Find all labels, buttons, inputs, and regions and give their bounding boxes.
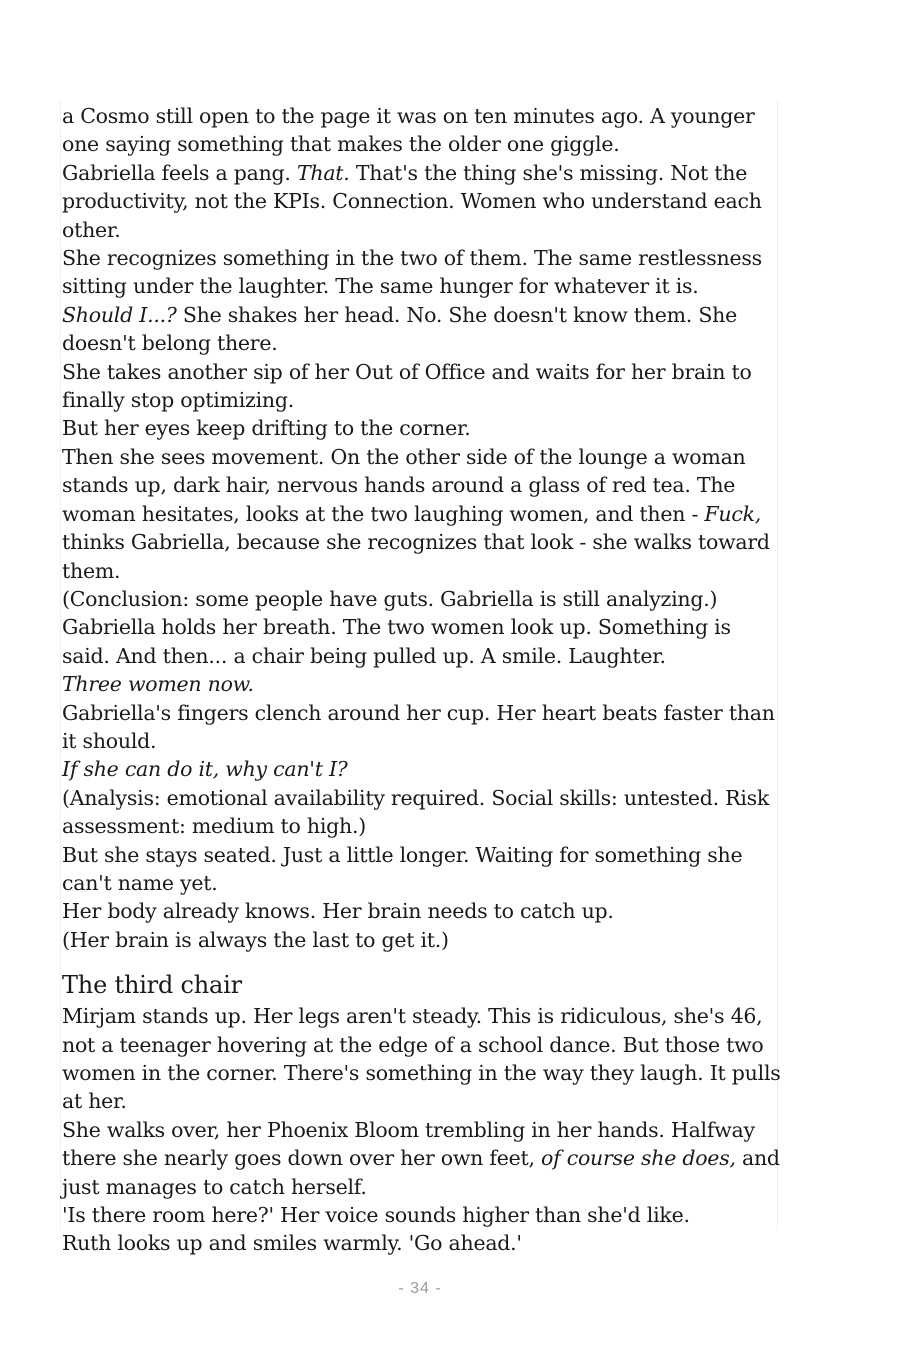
text-run: Gabriella's fingers clench around her cup. Her heart beats faster than it should. — [62, 700, 775, 753]
text-run: She shakes her head. No. She doesn't know them. She doesn't belong there. — [62, 302, 737, 356]
paragraph — [62, 102, 782, 159]
paragraph — [62, 1201, 782, 1229]
paragraph — [62, 443, 782, 585]
text-run: (Conclusion: some people have guts. Gabriella is still analyzing.) — [62, 586, 718, 611]
text-run: (Her brain is always the last to get it.) — [62, 927, 449, 952]
italic-text: That. — [296, 160, 350, 185]
section-heading: The third chair — [62, 971, 242, 1000]
paragraph — [62, 301, 782, 358]
text-run: Ruth looks up and smiles warmly. 'Go ahead.' — [62, 1231, 522, 1256]
text-run: thinks Gabriella, because she recognizes that look - she walks toward them. — [62, 530, 770, 583]
paragraph — [62, 613, 782, 670]
text-run: 'Is there room here?' Her voice sounds higher than she'd like. — [62, 1203, 690, 1228]
paragraph — [62, 670, 782, 698]
paragraph — [62, 1229, 782, 1257]
text-run: She recognizes something in the two of them. The same restlessness sitting under the laughter. The same hunger for whatever it is. — [62, 246, 762, 299]
paragraph — [62, 159, 782, 244]
text-run: (Analysis: emotional availability required. Social skills: untested. Risk assessment: medium to high.) — [62, 785, 770, 839]
paragraph — [62, 1002, 782, 1116]
text-run: Gabriella holds her breath. The two women look up. Something is said. And then... a chair being pulled up. A smile. Laughter. — [62, 615, 731, 668]
text-run: She takes another sip of her Out of Office and waits for her brain to finally stop optimizing. — [62, 359, 752, 413]
paragraph — [62, 897, 782, 925]
text-run: That's the thing she's missing. Not the productivity, not the KPIs. Connection. Women who understand each other. — [62, 160, 762, 242]
paragraph — [62, 926, 782, 954]
italic-text: of course she does, — [541, 1146, 736, 1171]
paragraph — [62, 755, 782, 783]
italic-text: Three women now. — [62, 672, 254, 697]
italic-text: Should I...? — [62, 302, 177, 327]
paragraphs-before — [62, 102, 782, 954]
italic-text: If she can do it, why can't I? — [62, 757, 348, 782]
text-run: Then she sees movement. On the other side of the lounge a woman stands up, dark hair, nervous hands around a glass of red tea. The woman hesitates, looks at the two laughing women, and then - — [62, 444, 746, 526]
page-body — [62, 102, 782, 1258]
text-run: and just manages to catch herself. — [62, 1146, 780, 1199]
paragraphs-after — [62, 1002, 782, 1258]
text-run: Gabriella feels a pang. — [62, 160, 297, 185]
paragraph — [62, 841, 782, 898]
text-run: But she stays seated. Just a little longer. Waiting for something she can't name yet. — [62, 842, 743, 895]
paragraph — [62, 699, 782, 756]
text-run: Her body already knows. Her brain needs to catch up. — [62, 899, 614, 924]
paragraph — [62, 1116, 782, 1201]
page-number: - 34 - — [398, 1280, 442, 1297]
paragraph — [62, 414, 782, 442]
text-run: Mirjam stands up. Her legs aren't steady. This is ridiculous, she's 46, not a teenager hovering at the edge of a school dance. But those two women in the corner. There's something in the way they laugh. It pulls at her. — [62, 1004, 781, 1114]
paragraph — [62, 585, 782, 613]
text-run: She walks over, her Phoenix Bloom trembling in her hands. Halfway there she nearly goes down over her own feet, — [62, 1117, 755, 1171]
paragraph — [62, 244, 782, 301]
text-run: a Cosmo still open to the page it was on ten minutes ago. A younger one saying something that makes the older one giggle. — [62, 104, 755, 157]
paragraph — [62, 358, 782, 415]
paragraph — [62, 784, 782, 841]
italic-text: Fuck, — [704, 501, 762, 526]
text-run: But her eyes keep drifting to the corner. — [62, 416, 471, 441]
